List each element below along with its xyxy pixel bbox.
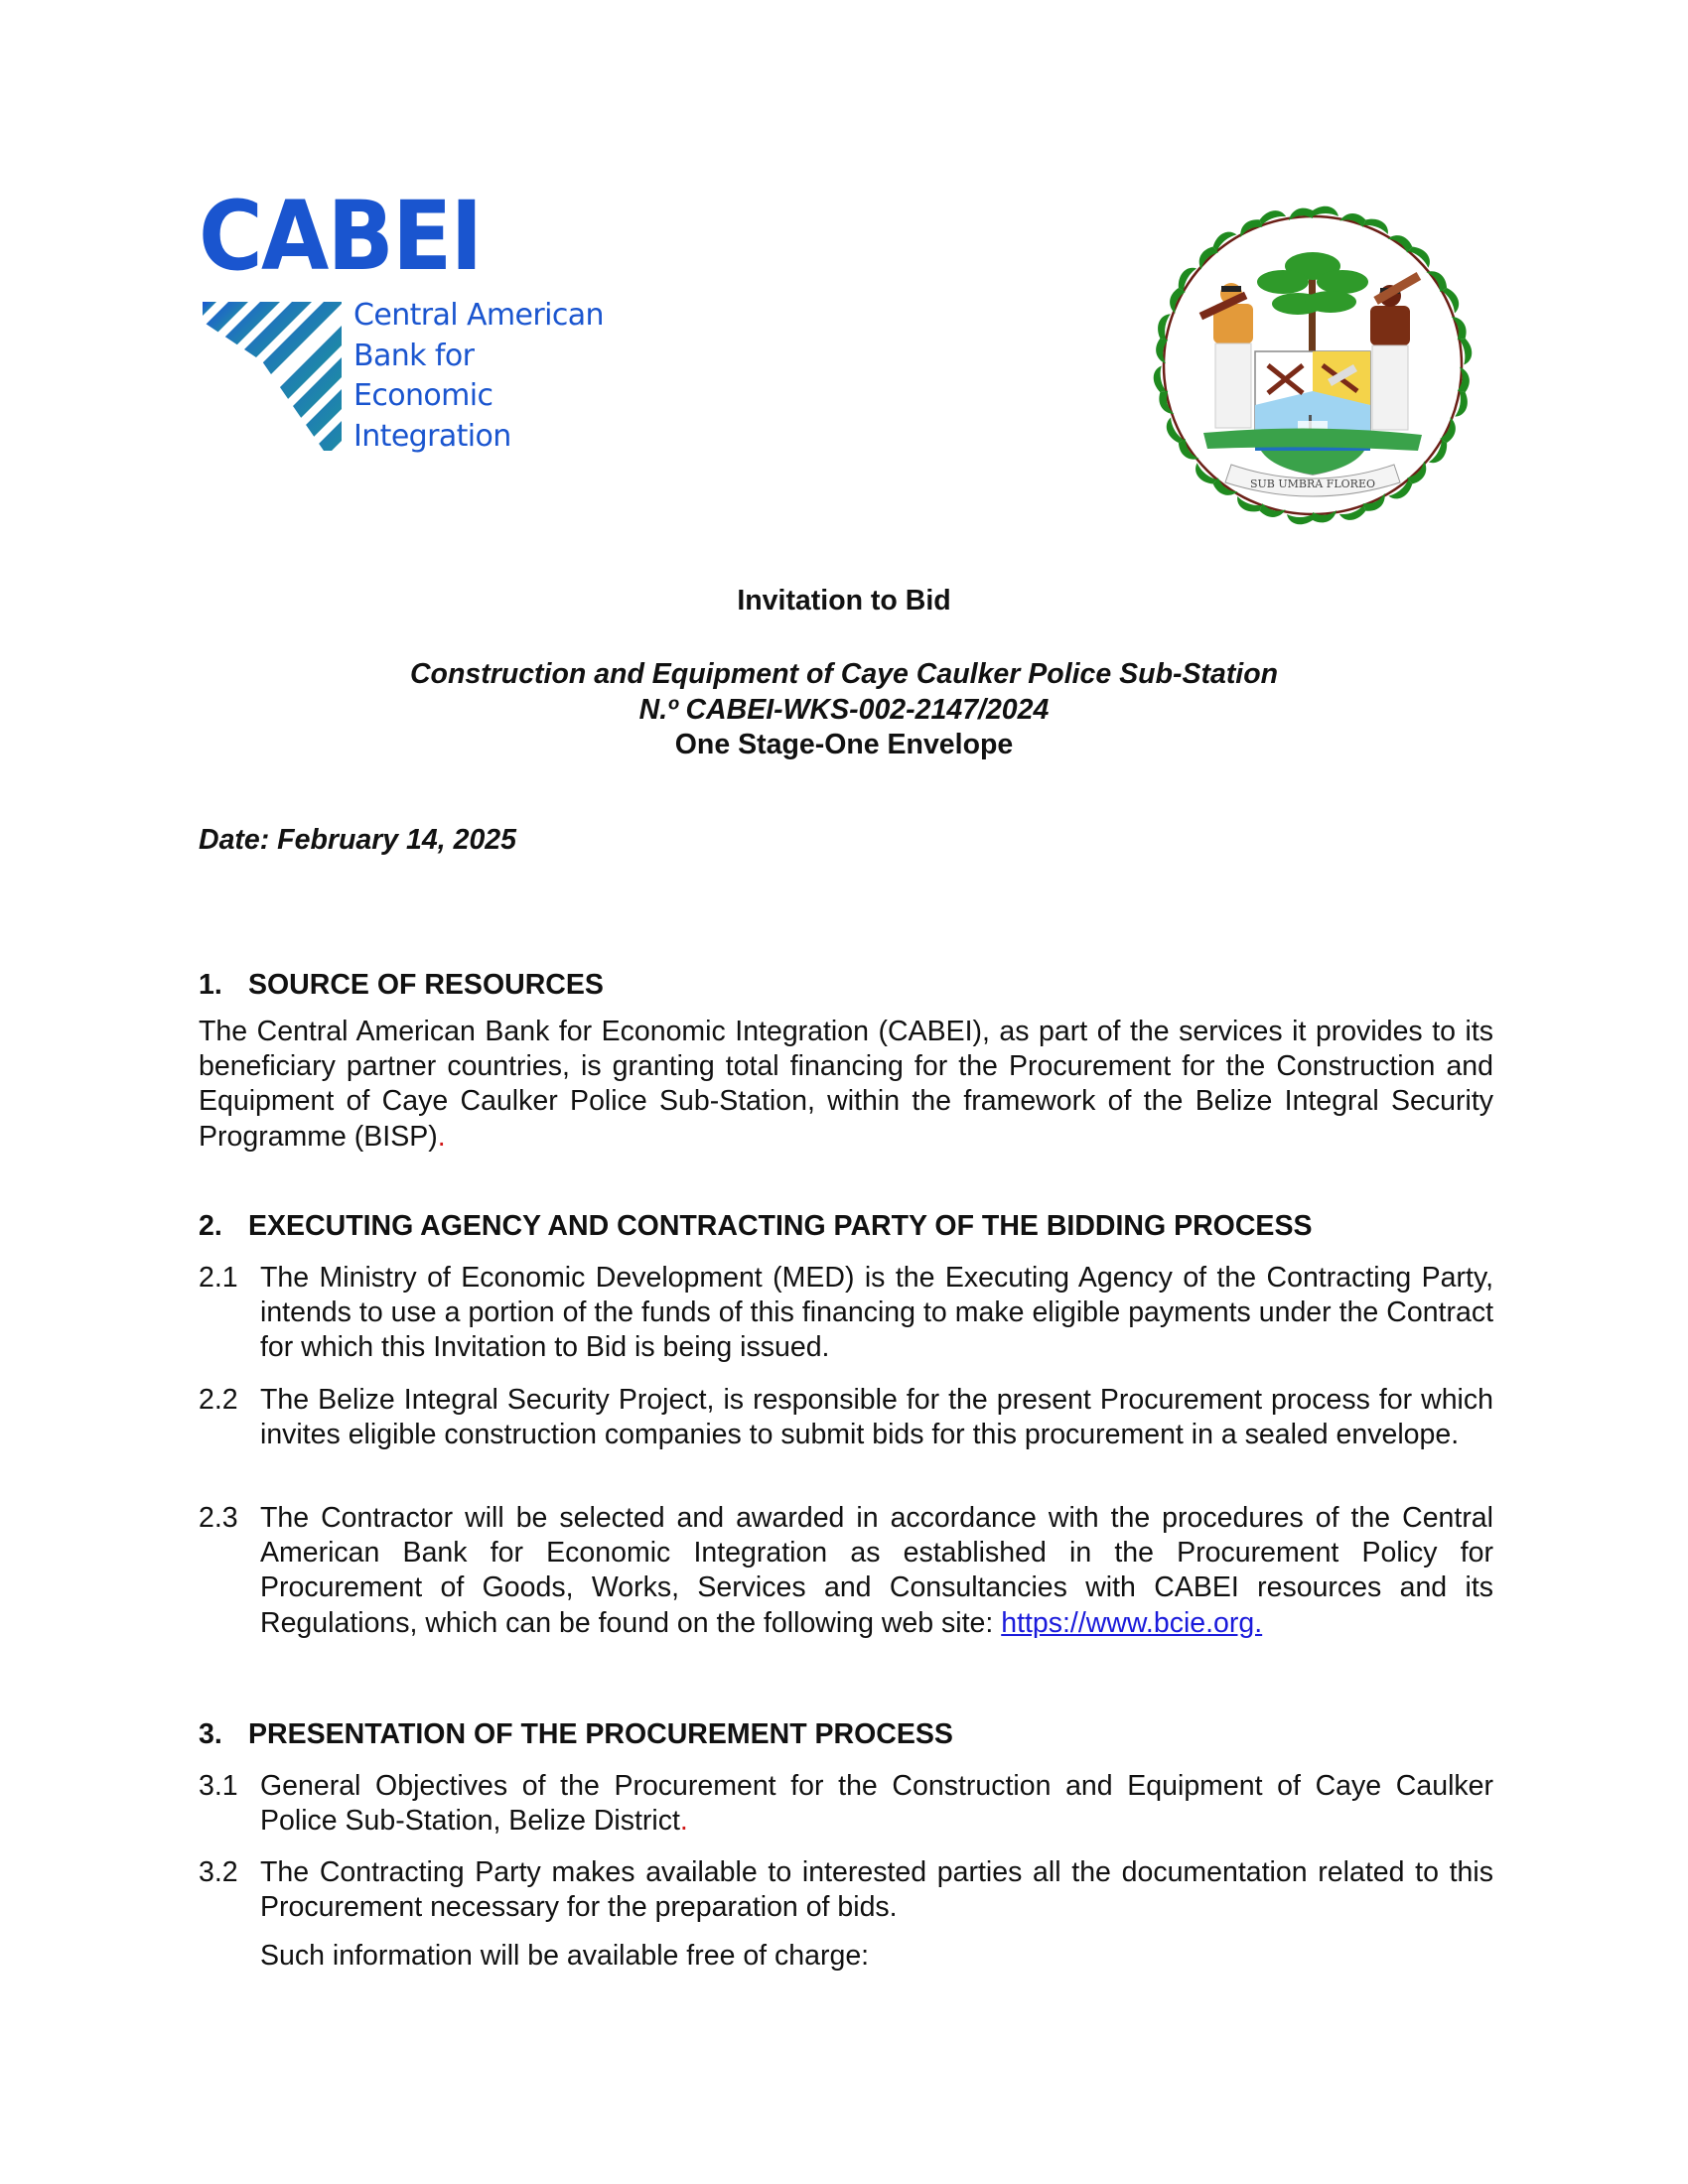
cabei-full-name bbox=[353, 296, 604, 457]
belize-coat-of-arms-icon bbox=[1144, 195, 1481, 536]
bcie-website-link[interactable]: https://www.bcie.org. bbox=[1001, 1606, 1263, 1639]
cabei-wordmark: CABEI bbox=[199, 181, 482, 292]
item-number: 2.2 bbox=[199, 1384, 238, 1416]
reference-number: N.º CABEI-WKS-002-2147/2024 bbox=[638, 693, 1050, 726]
item-number: 2.3 bbox=[199, 1502, 238, 1534]
item-text: General Objectives of the Procurement for the Construction and Equipment of Caye Caulker Police Sub-Station, Belize District bbox=[260, 1770, 1493, 1838]
item-number: 3.2 bbox=[199, 1856, 238, 1888]
document-subtitle bbox=[0, 657, 1688, 763]
document-title: Invitation to Bid bbox=[737, 585, 951, 616]
list-item-3-1 bbox=[199, 1769, 1493, 1839]
list-item-3-2 bbox=[199, 1855, 1493, 1925]
paragraph-text: The Central American Bank for Economic Integration (CABEI), as part of the services it provides to its beneficiary partner countries, is granting total financing for the Procurement for the Construction and Equipment of Caye Caulker Police Sub-Station, within the framework of the Belize Integral Security Programme (BISP) bbox=[199, 1016, 1493, 1153]
item-text: The Ministry of Economic Development (MED) is the Executing Agency of the Contracting Party, intends to use a portion of the funds of this financing to make eligible payments under the Contract for which this Invitation to Bid is being issued. bbox=[260, 1262, 1493, 1364]
list-item-2-2 bbox=[199, 1383, 1493, 1452]
section-heading-2 bbox=[199, 1209, 1312, 1243]
item-number: 2.1 bbox=[199, 1262, 238, 1294]
item-text-container bbox=[260, 1769, 1493, 1839]
list-item-2-1 bbox=[199, 1261, 1493, 1366]
section-heading-1 bbox=[199, 968, 604, 1002]
paragraph-end-mark: . bbox=[437, 1120, 446, 1153]
item-text-container bbox=[260, 1501, 1493, 1641]
item-text: The Belize Integral Security Project, is responsible for the present Procurement process for which invites eligible construction companies to submit bids for this procurement in a sealed envelope. bbox=[260, 1384, 1493, 1451]
list-item-2-3 bbox=[199, 1501, 1493, 1641]
cabei-name-line: Integration bbox=[353, 418, 511, 454]
cabei-name-line: Economic bbox=[353, 378, 493, 413]
bid-modality: One Stage-One Envelope bbox=[674, 729, 1014, 760]
item-end-mark: . bbox=[679, 1805, 688, 1838]
section-1-paragraph bbox=[199, 1015, 1493, 1155]
section-heading-3 bbox=[199, 1717, 953, 1751]
cabei-name-line: Bank for bbox=[353, 338, 475, 373]
section-3-note: Such information will be available free of charge: bbox=[260, 1940, 870, 1972]
document-date: Date: February 14, 2025 bbox=[199, 824, 516, 856]
section-number: 2. bbox=[199, 1210, 222, 1242]
cabei-logo bbox=[199, 181, 606, 467]
cabei-stripes-icon bbox=[203, 302, 342, 451]
emblem-motto: SUB UMBRA FLOREO bbox=[1249, 478, 1376, 490]
item-text: The Contractor will be selected and awarded in accordance with the procedures of the Central American Bank for Economic Integration as established in the Procurement Policy for Procurement of Goods, Works, Services and Consultancies with CABEI resources and its Regulations, which can be found on the following web site: bbox=[260, 1502, 1493, 1639]
section-title: SOURCE OF RESOURCES bbox=[248, 969, 604, 1001]
project-name: Construction and Equipment of Caye Caulker Police Sub-Station bbox=[409, 658, 1279, 690]
section-title: PRESENTATION OF THE PROCUREMENT PROCESS bbox=[248, 1718, 953, 1750]
section-title: EXECUTING AGENCY AND CONTRACTING PARTY OF THE BIDDING PROCESS bbox=[248, 1210, 1313, 1242]
section-number: 1. bbox=[199, 969, 222, 1001]
item-text: The Contracting Party makes available to interested parties all the documentation related to this Procurement necessary for the preparation of bids. bbox=[260, 1856, 1493, 1924]
section-number: 3. bbox=[199, 1718, 222, 1750]
item-number: 3.1 bbox=[199, 1770, 238, 1802]
cabei-name-line: Central American bbox=[353, 298, 604, 333]
